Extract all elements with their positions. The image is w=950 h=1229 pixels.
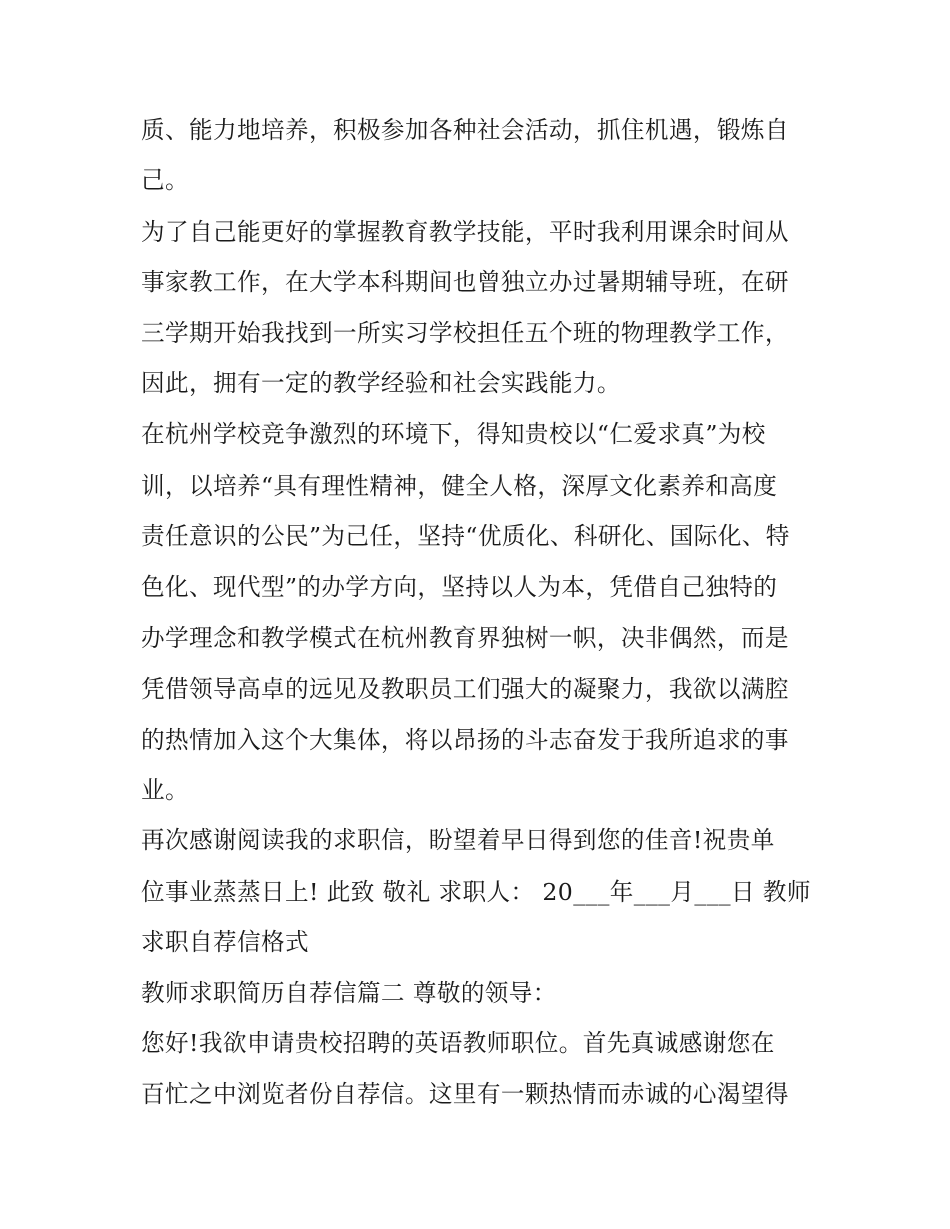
text-line: 求职自荐信格式	[141, 928, 309, 956]
text-line: 业。	[141, 776, 189, 804]
text-line: 因此，拥有一定的教学经验和社会实践能力。	[141, 369, 621, 397]
text-line: 您好!我欲申请贵校招聘的英语教师职位。首先真诚感谢您在	[141, 1029, 775, 1057]
text-line: 训，以培养“具有理性精神，健全人格，深厚文化素养和高度	[141, 472, 778, 500]
text-line: 百忙之中浏览者份自荐信。这里有一颗热情而赤诚的心渴望得	[141, 1080, 789, 1108]
text-line: 的热情加入这个大集体，将以昂扬的斗志奋发于我所追求的事	[141, 726, 789, 754]
text-line: 己。	[141, 166, 189, 194]
text-line: 位事业蒸蒸日上! 此致 敬礼 求职人： 20___年___月___日 教师	[141, 878, 811, 906]
text-line: 凭借领导高卓的远见及教职员工们强大的凝聚力，我欲以满腔	[141, 675, 789, 703]
text-line: 色化、现代型”的办学方向，坚持以人为本，凭借自己独特的	[141, 573, 778, 601]
text-line: 事家教工作，在大学本科期间也曾独立办过暑期辅导班，在研	[141, 268, 789, 296]
text-line: 为了自己能更好的掌握教育教学技能，平时我利用课余时间从	[141, 218, 789, 246]
text-line: 在杭州学校竞争激烈的环境下，得知贵校以“仁爱求真”为校	[141, 420, 766, 448]
text-line: 再次感谢阅读我的求职信，盼望着早日得到您的佳音!祝贵单	[141, 826, 775, 854]
text-line: 质、能力地培养，积极参加各种社会活动，抓住机遇，锻炼自	[141, 116, 789, 144]
text-line: 办学理念和教学模式在杭州教育界独树一帜，决非偶然，而是	[141, 624, 789, 652]
text-line: 三学期开始我找到一所实习学校担任五个班的物理教学工作，	[141, 319, 789, 347]
text-line: 责任意识的公民”为己任，坚持“优质化、科研化、国际化、特	[141, 522, 790, 550]
text-line: 教师求职简历自荐信篇二 尊敬的领导：	[141, 979, 557, 1007]
